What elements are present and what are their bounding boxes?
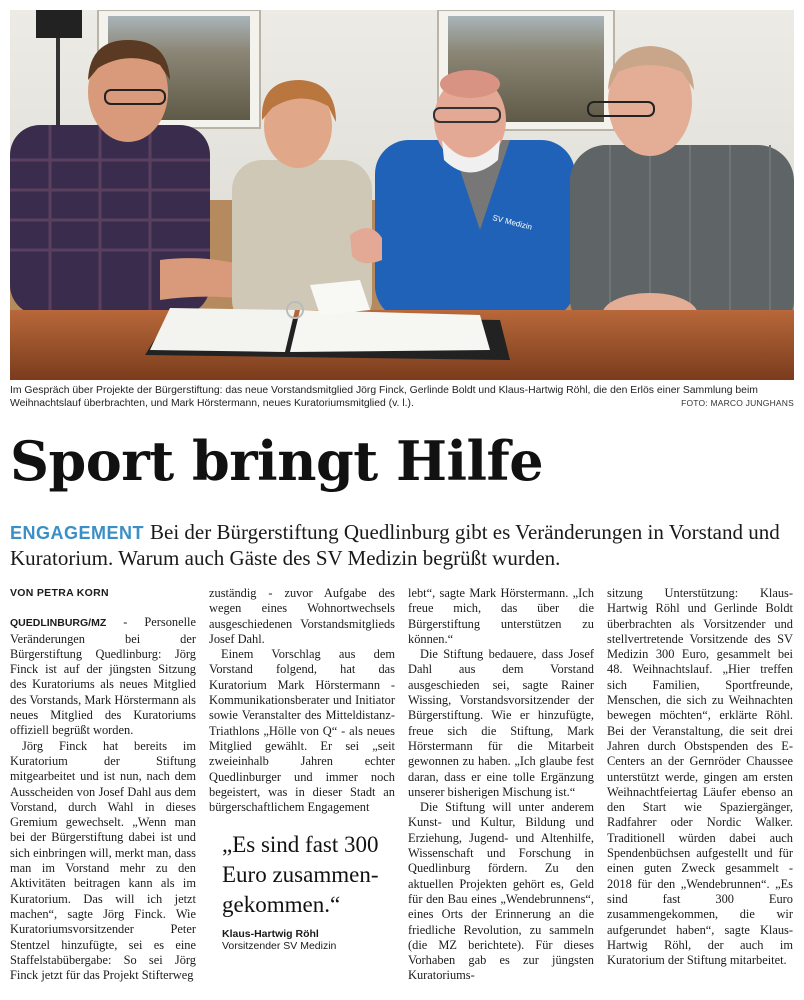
column-1: [10, 586, 196, 983]
deck-text: Bei der Bürgerstiftung Quedlinburg gibt es Veränderungen in Vorstand und Kuratorium. Warum auch Gäste des SV Medizin begrüßt wurden.: [10, 520, 780, 570]
pull-quote: [222, 830, 392, 952]
headline: Sport bringt Hilfe: [10, 429, 544, 493]
photo-caption: Im Gespräch über Projekte der Bürgerstiftung: das neue Vorstandsmitglied Jörg Finck, Gerlinde Boldt und Klaus-Hartwig Röhl, die den Erlös einer Sammlung beim Weihnachtslauf überbrachten, und Mark Hörstermann, neues Kuratoriumsmitglied (v. l.).: [10, 385, 758, 409]
pull-quote-author: Klaus-Hartwig Röhl: [222, 928, 319, 940]
column-3: [408, 586, 594, 984]
article-photo: [10, 10, 794, 380]
paragraph: Jörg Finck hat bereits im Kuratorium der Stiftung mitgearbeitet und ist nun, nach dem Ausscheiden von Josef Dahl aus dem Vorstand, durch Wahl in dieses Gremium gewechselt. „Wenn man bei der Bürgerstiftung dabei ist und sich einbringen will, merkt man, dass man im Vorstand mehr zu den Aktivitäten beitragen kann als im Kuratorium. Das will ich jetzt machen“, sagte Jörg Finck. Wie Kuratoriumsvorsitzender Peter Stentzel hinzufügte, sei es eine Staffelstabübergabe: So sei Jörg Finck jetzt für das Projekt Stifterweg: [10, 738, 196, 983]
paragraph: lebt“, sagte Mark Hörstermann. „Ich freue mich, das über die Bürgerstiftung unterstützen zu können.“: [408, 586, 594, 646]
paragraph: zuständig - zuvor Aufgabe des wegen eines Wohnortwechsels ausgeschiedenen Vorstandsmitglieds Josef Dahl.: [209, 586, 395, 646]
paragraph: QUEDLINBURG/MZ - Personelle Veränderungen bei der Bürgerstiftung Quedlinburg: Jörg Finck ist auf der jüngsten Sitzung des Kuratoriums als neues Mitglied des Vorstands, Mark Hörstermann als neues Mitglied des Kuratoriums offiziell begrüßt worden.: [10, 615, 196, 738]
photo-illustration: [10, 10, 794, 380]
column-2: [209, 586, 395, 815]
kicker: ENGAGEMENT: [10, 523, 145, 543]
paragraph: Die Stiftung bedauere, dass Josef Dahl aus dem Vorstand ausgeschieden sei, sagte Rainer Wissing, Vorstandsvorsitzender der Bürgerstiftung. Wie er hinzufügte, freue sich die Stiftung, Mark Hörstermann für die Mitarbeit gewonnen zu haben. „Ich glaube fest daran, dass er eine tolle Ergänzung unserer bisherigen Mischung ist.“: [408, 647, 594, 799]
column-4: [607, 586, 793, 968]
pull-quote-role: Vorsitzender SV Medizin: [222, 940, 337, 952]
paragraph: sitzung Unterstützung: Klaus-Hartwig Röhl und Gerlinde Boldt überbrachten als Vorsitzender und stellvertretende Vorsitzende des SV Medizin 300 Euro, gesammelt bei 48. Weihnachtslauf. „Hier treffen sich Familien, Sportfreunde, Menschen, die sich zu Weihnachten bewegen möchten“, erklärte Röhl. Bei der Veranstaltung, die seit drei Jahren durch Obstspenden des E-Centers an der Gernröder Chaussee unterstützt werde, gingen am ersten Weihnachtfeiertag Läufer ebenso an den Start wie Spaziergänger, Radfahrer oder Nordic Walker. Traditionell würden dabei auch Spendenbüchsen aufgestellt und für einen guten Zweck gesammelt - 2018 für den „Wendebrunnen“. „Es sind fast 300 Euro zusammengekommen, die wir aufgerundet haben“, sagte Klaus-Hartwig Röhl, der auch im Kuratorium der Stiftung mitarbeitet.: [607, 586, 793, 968]
paragraph: Einem Vorschlag aus dem Vorstand folgend, hat das Kuratorium Mark Hörstermann - Kommunikationsberater und Initiator sowie Veranstalter des Mitteldistanz-Triathlons „Hölle von Q“ - als neues Mitglied gewählt. Er sei „seit zweieinhalb Jahren echter Quedlinburger und immer noch begeistert, was in dieser Stadt an bürgerschaftlichem Engagement: [209, 647, 395, 815]
dateline: QUEDLINBURG/MZ: [10, 617, 107, 630]
paragraph: Die Stiftung will unter anderem Kunst- und Kultur, Bildung und Erziehung, Jugend- und Altenhilfe, Wissenschaft und Forschung in Quedlinburg fördern. Zu den aktuellen Projekten gehört es, Geld für den Bau eines „Wendebrunnens“, eines Orts der Erinnerung an die friedliche Revolution, zu sammeln (die MZ berichtete). Für dieses Vorhaben gab es zur jüngsten Kuratoriums-: [408, 800, 594, 983]
jacket-logo: SV Medizin: [491, 213, 533, 232]
deck: [10, 520, 794, 571]
byline: VON PETRA KORN: [10, 587, 109, 599]
photo-credit: FOTO: MARCO JUNGHANS: [681, 398, 794, 408]
pull-quote-text: „Es sind fast 300 Euro zusammen-gekommen.“: [222, 832, 379, 917]
